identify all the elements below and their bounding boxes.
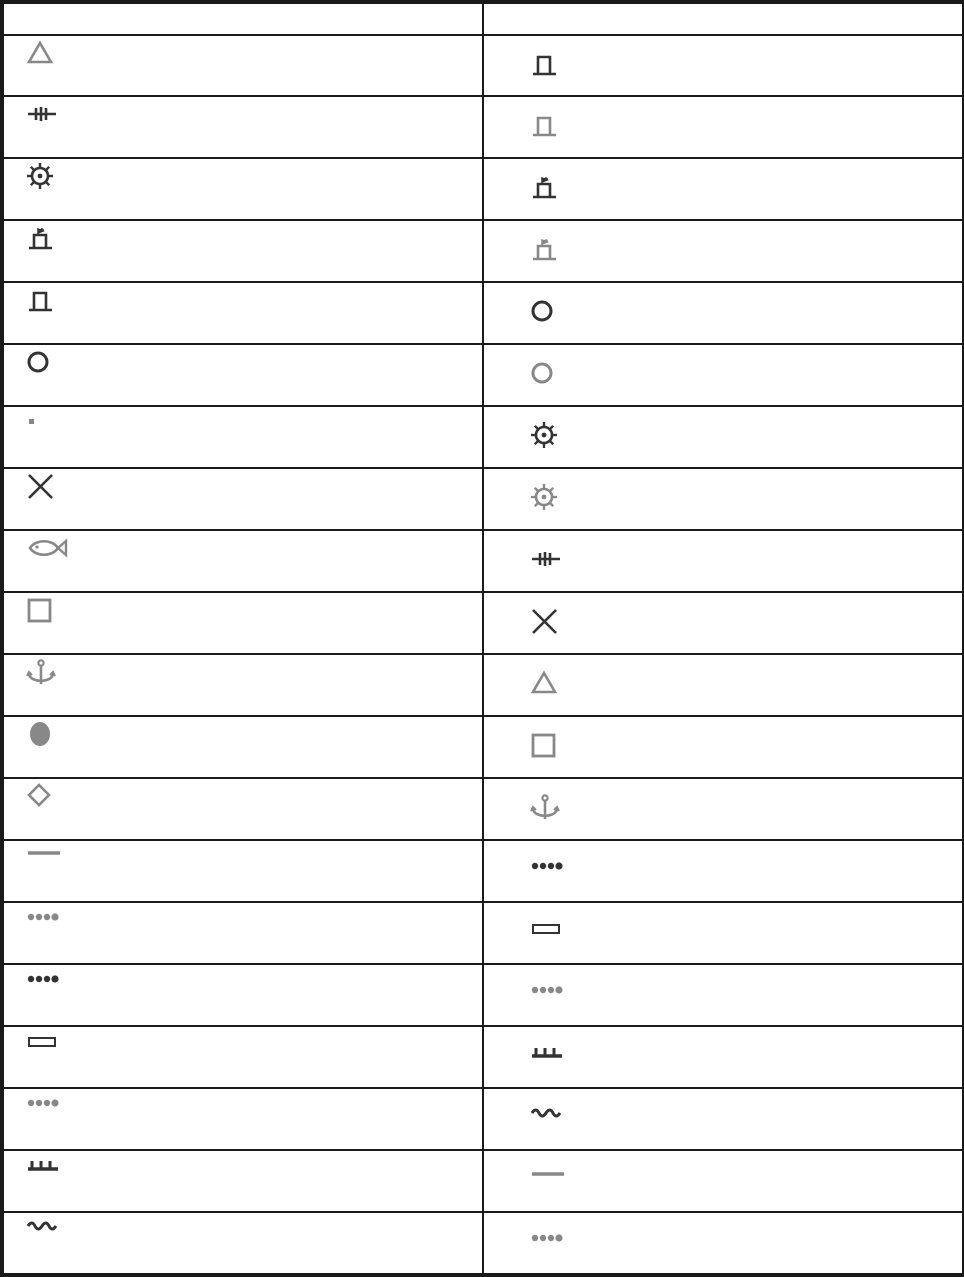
filled-oval-icon bbox=[26, 721, 54, 749]
tower-icon bbox=[530, 112, 558, 138]
symbol-cell-left bbox=[3, 902, 483, 964]
symbol-cell-left bbox=[3, 1026, 483, 1088]
symbol-cell-left bbox=[3, 220, 483, 282]
table-row bbox=[3, 716, 963, 778]
symbol-cell-left bbox=[3, 35, 483, 97]
table-row bbox=[3, 1088, 963, 1150]
table-row bbox=[3, 778, 963, 840]
symbol-cell-right bbox=[483, 778, 963, 840]
outlined-bar-icon bbox=[530, 918, 566, 944]
symbol-cell-right bbox=[483, 35, 963, 97]
square-icon bbox=[26, 597, 54, 625]
tower-flag-icon bbox=[530, 236, 558, 262]
symbol-cell-left bbox=[3, 654, 483, 716]
anchor-icon bbox=[530, 794, 564, 822]
barbed-line-icon bbox=[26, 101, 58, 127]
tower-icon bbox=[26, 287, 54, 313]
table-row bbox=[3, 654, 963, 716]
symbol-cell-left bbox=[3, 1150, 483, 1212]
symbol-cell-left bbox=[3, 282, 483, 344]
symbol-cell-right bbox=[483, 158, 963, 220]
x-cross-icon bbox=[26, 473, 56, 501]
table-row bbox=[3, 35, 963, 97]
symbol-cell-right bbox=[483, 1212, 963, 1274]
table-row bbox=[3, 282, 963, 344]
symbol-cell-left bbox=[3, 592, 483, 654]
table-row bbox=[3, 1212, 963, 1274]
table-row bbox=[3, 344, 963, 406]
dotted-line-icon bbox=[530, 980, 566, 1006]
symbol-cell-left bbox=[3, 158, 483, 220]
triangle-icon bbox=[530, 670, 558, 696]
symbol-cell-left bbox=[3, 406, 483, 468]
symbol-cell-right bbox=[483, 654, 963, 716]
symbol-cell-right bbox=[483, 96, 963, 158]
header-cell-left bbox=[3, 3, 483, 35]
symbol-cell-right bbox=[483, 344, 963, 406]
table-row bbox=[3, 220, 963, 282]
symbol-cell-right bbox=[483, 468, 963, 530]
diamond-icon bbox=[26, 783, 54, 811]
table-row bbox=[3, 840, 963, 902]
table-row bbox=[3, 406, 963, 468]
outlined-bar-icon bbox=[26, 1031, 62, 1057]
square-icon bbox=[530, 732, 558, 760]
wave-line-icon bbox=[26, 1217, 62, 1243]
symbol-cell-left bbox=[3, 1088, 483, 1150]
tower-flag-icon bbox=[26, 225, 54, 251]
symbol-cell-left bbox=[3, 1212, 483, 1274]
symbol-table bbox=[2, 2, 964, 1275]
symbol-cell-right bbox=[483, 220, 963, 282]
symbol-cell-right bbox=[483, 1150, 963, 1212]
fish-icon bbox=[26, 535, 68, 561]
symbol-cell-right bbox=[483, 1088, 963, 1150]
table-row bbox=[3, 964, 963, 1026]
table-row bbox=[3, 96, 963, 158]
comb-icon bbox=[530, 1042, 566, 1068]
triangle-icon bbox=[26, 40, 54, 66]
symbol-cell-right bbox=[483, 840, 963, 902]
table-row bbox=[3, 468, 963, 530]
symbol-cell-right bbox=[483, 282, 963, 344]
symbol-cell-right bbox=[483, 902, 963, 964]
symbol-cell-right bbox=[483, 716, 963, 778]
symbol-cell-right bbox=[483, 406, 963, 468]
dotted-line-icon bbox=[530, 856, 566, 882]
symbol-cell-left bbox=[3, 468, 483, 530]
circle-icon bbox=[530, 298, 558, 324]
dotted-line-icon bbox=[530, 1228, 566, 1254]
table-row bbox=[3, 902, 963, 964]
dash-line-icon bbox=[26, 845, 62, 871]
dotted-line-icon bbox=[26, 969, 62, 995]
table-row bbox=[3, 158, 963, 220]
circle-icon bbox=[530, 360, 558, 386]
tower-flag-icon bbox=[530, 174, 558, 200]
table-row bbox=[3, 530, 963, 592]
anchor-icon bbox=[26, 659, 60, 687]
symbol-cell-left bbox=[3, 716, 483, 778]
table-row bbox=[3, 1150, 963, 1212]
table-row bbox=[3, 592, 963, 654]
barbed-line-icon bbox=[530, 546, 562, 572]
table-header-row bbox=[3, 3, 963, 35]
x-cross-icon bbox=[530, 608, 560, 636]
wave-line-icon bbox=[530, 1104, 566, 1130]
dotted-line-icon bbox=[26, 907, 62, 933]
symbol-cell-left bbox=[3, 344, 483, 406]
gear-icon bbox=[530, 422, 558, 448]
gear-icon bbox=[26, 163, 54, 189]
symbol-cell-left bbox=[3, 96, 483, 158]
symbol-cell-left bbox=[3, 778, 483, 840]
symbol-cell-left bbox=[3, 964, 483, 1026]
tower-icon bbox=[530, 51, 558, 77]
table-row bbox=[3, 1026, 963, 1088]
symbol-cell-right bbox=[483, 964, 963, 1026]
dash-line-icon bbox=[530, 1166, 566, 1192]
gear-icon bbox=[530, 484, 558, 510]
small-square-icon bbox=[26, 411, 54, 437]
symbol-cell-right bbox=[483, 530, 963, 592]
comb-icon bbox=[26, 1155, 62, 1181]
dotted-line-icon bbox=[26, 1093, 62, 1119]
symbol-cell-right bbox=[483, 1026, 963, 1088]
symbol-cell-left bbox=[3, 840, 483, 902]
symbol-cell-left bbox=[3, 530, 483, 592]
header-cell-right bbox=[483, 3, 963, 35]
symbol-cell-right bbox=[483, 592, 963, 654]
circle-icon bbox=[26, 349, 54, 375]
